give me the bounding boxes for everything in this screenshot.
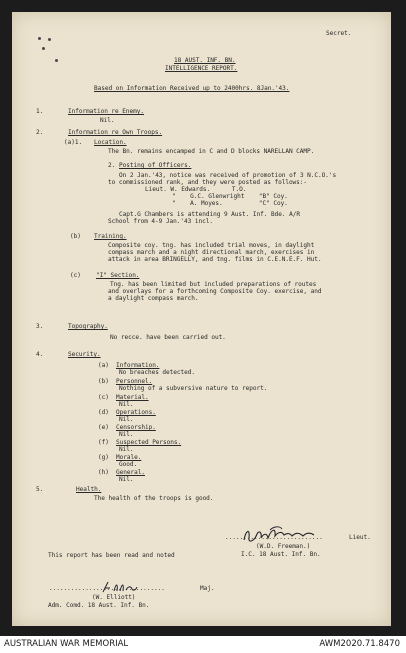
security-item-heading: General. xyxy=(116,469,145,476)
security-item-heading: Operations. xyxy=(116,409,156,416)
section-4-number: 4. xyxy=(36,351,44,358)
security-item-heading: Material. xyxy=(116,394,149,401)
adm-role: Adm. Comd. 18 Aust. Inf. Bn. xyxy=(48,602,150,609)
security-item-body: Nil. xyxy=(119,446,134,453)
section-2b-label: (b) xyxy=(70,233,81,240)
section-2a-heading: Location. xyxy=(94,139,127,146)
officer-3: " A. Moyes. "C" Coy. xyxy=(172,200,288,207)
security-item-body: No breaches detected. xyxy=(119,369,195,376)
section-1-heading: Information re Enemy. xyxy=(68,108,144,115)
section-2-number: 2. xyxy=(36,129,44,136)
io-rank: Lieut. xyxy=(349,534,371,541)
security-item-heading: Censorship. xyxy=(116,424,156,431)
security-item-label: (d) xyxy=(98,409,109,416)
adm-signature-line: ................................ xyxy=(49,585,165,592)
section-2c-label: (c) xyxy=(70,272,81,279)
io-role: I.C. 18 Aust. Inf. Bn. xyxy=(241,551,321,558)
read-note: This report has been read and noted xyxy=(48,552,175,559)
security-item-body: Nil. xyxy=(119,476,134,483)
report-basis: Based on Information Received up to 2400hrs. 8Jan.'43. xyxy=(94,85,290,92)
posting-line-4: School from 4-9 Jan.'43 incl. xyxy=(108,218,213,225)
section-3-body: No recce. have been carried out. xyxy=(110,334,226,341)
section-1-body: Nil. xyxy=(100,117,115,124)
io-name: (W.D. Freeman.) xyxy=(256,543,311,550)
security-item-body: Nil. xyxy=(119,431,134,438)
archive-source: AUSTRALIAN WAR MEMORIAL xyxy=(4,639,129,649)
punch-hole xyxy=(38,37,41,40)
punch-hole xyxy=(42,47,45,50)
training-line-3: attack in area BRINGELLY, and tng. films in C.E.N.E.F. Hut. xyxy=(108,256,322,263)
officer-1: Lieut. W. Edwards. T.O. xyxy=(145,186,247,193)
unit-heading: 18 AUST. INF. BN. xyxy=(174,57,236,64)
training-line-1: Composite coy. tng. has included trial moves, in daylight xyxy=(108,242,315,249)
officer-2: " G.C. Glenwright "B" Coy. xyxy=(172,193,288,200)
training-line-2: compass march and a night directional march, exercises in xyxy=(108,249,315,256)
security-item-label: (e) xyxy=(98,424,109,431)
security-item-body: Nil. xyxy=(119,401,134,408)
security-item-label: (g) xyxy=(98,454,109,461)
section-5-body: The health of the troops is good. xyxy=(94,495,214,502)
posting-line-3: Capt.G Chambers is attending 9 Aust. Inf. Bde. A/R xyxy=(119,211,300,218)
io-signature-line: ........................... xyxy=(225,534,323,541)
section-2-2-label: 2. xyxy=(108,162,116,169)
adm-rank: Maj. xyxy=(200,585,215,592)
i-section-line-3: a daylight compass march. xyxy=(108,295,199,302)
security-item-label: (f) xyxy=(98,439,109,446)
section-2a-body: The Bn. remains encamped in C and D blocks NARELLAN CAMP. xyxy=(108,148,315,155)
section-2b-heading: Training. xyxy=(94,233,127,240)
i-section-line-2: and overlays for a forthcoming Composite Coy. exercise, and xyxy=(108,288,322,295)
security-item-heading: Personnel. xyxy=(116,378,153,385)
section-2-2-heading: Posting of Officers. xyxy=(119,162,192,169)
security-item-body: Good. xyxy=(119,461,138,468)
section-2-heading: Information re Own Troops. xyxy=(68,129,163,136)
document-page xyxy=(12,12,391,626)
archive-accession: AWM2020.71.8470 xyxy=(319,639,400,649)
posting-line-1: On 2 Jan.'43, notice was received of promotion of 3 N.C.O.'s xyxy=(119,172,337,179)
security-item-body: Nothing of a subversive nature to report. xyxy=(119,385,268,392)
security-item-label: (h) xyxy=(98,469,109,476)
section-4-heading: Security. xyxy=(68,351,101,358)
section-5-heading: Health. xyxy=(76,486,102,493)
section-2a-label: (a)1. xyxy=(64,139,83,146)
security-item-label: (b) xyxy=(98,378,109,385)
section-1-number: 1. xyxy=(36,108,44,115)
security-item-label: (c) xyxy=(98,394,109,401)
report-title: INTELLIGENCE REPORT. xyxy=(165,65,238,72)
posting-line-2: to commissioned rank, and they were posted as follows:- xyxy=(108,179,308,186)
archive-footer xyxy=(0,636,406,653)
security-item-body: Nil. xyxy=(119,416,134,423)
adm-name: (W. Elliott) xyxy=(92,594,136,601)
security-item-heading: Morale. xyxy=(116,454,142,461)
section-3-number: 3. xyxy=(36,323,44,330)
security-item-label: (a) xyxy=(98,362,109,369)
classification-label: Secret. xyxy=(326,30,352,37)
punch-hole xyxy=(48,38,51,41)
section-2c-heading: "I" Section. xyxy=(96,272,140,279)
i-section-line-1: Tng. has been limited but included preparations of routes xyxy=(110,281,317,288)
punch-hole xyxy=(55,59,58,62)
section-3-heading: Topography. xyxy=(68,323,108,330)
security-item-heading: Suspected Persons. xyxy=(116,439,182,446)
section-5-number: 5. xyxy=(36,486,44,493)
security-item-heading: Information. xyxy=(116,362,160,369)
